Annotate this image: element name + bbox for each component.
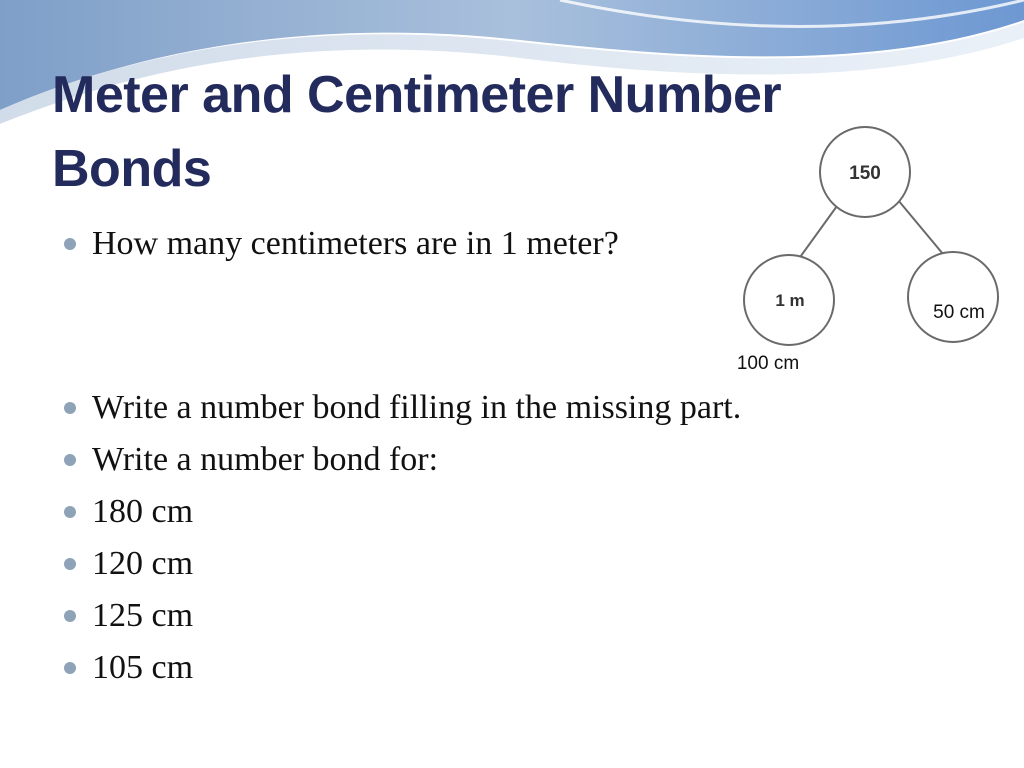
bullet-dot-icon [64,506,76,518]
bullet-text: How many centimeters are in 1 meter? [92,225,619,262]
bullet-dot-icon [64,454,76,466]
slide-title-line-1: Meter and Centimeter Number [52,66,782,124]
bullet-text: 105 cm [92,649,194,686]
bond-left-part-value: 1 m [775,291,805,310]
bullet-dot-icon [64,558,76,570]
bullet-text: 125 cm [92,597,194,634]
bullet-text: 180 cm [92,493,194,530]
bullet-text: 120 cm [92,545,194,582]
bond-whole-value: 150 [849,163,881,184]
bullet-text: Write a number bond for: [92,441,439,478]
number-bond-diagram [720,120,1020,380]
bullet-text: Write a number bond filling in the missing part. [92,389,742,426]
bullet-dot-icon [64,610,76,622]
bond-right-part-circle [908,252,998,342]
bullet-dot-icon [64,402,76,414]
bond-right-part-caption: 50 cm [933,302,985,323]
slide-title-line-2: Bonds [52,140,212,198]
bond-left-part-caption: 100 cm [736,353,800,374]
bullet-dot-icon [64,662,76,674]
bond-connector-right [898,200,948,260]
bond-connector-left [798,206,837,260]
bullet-dot-icon [64,238,76,250]
